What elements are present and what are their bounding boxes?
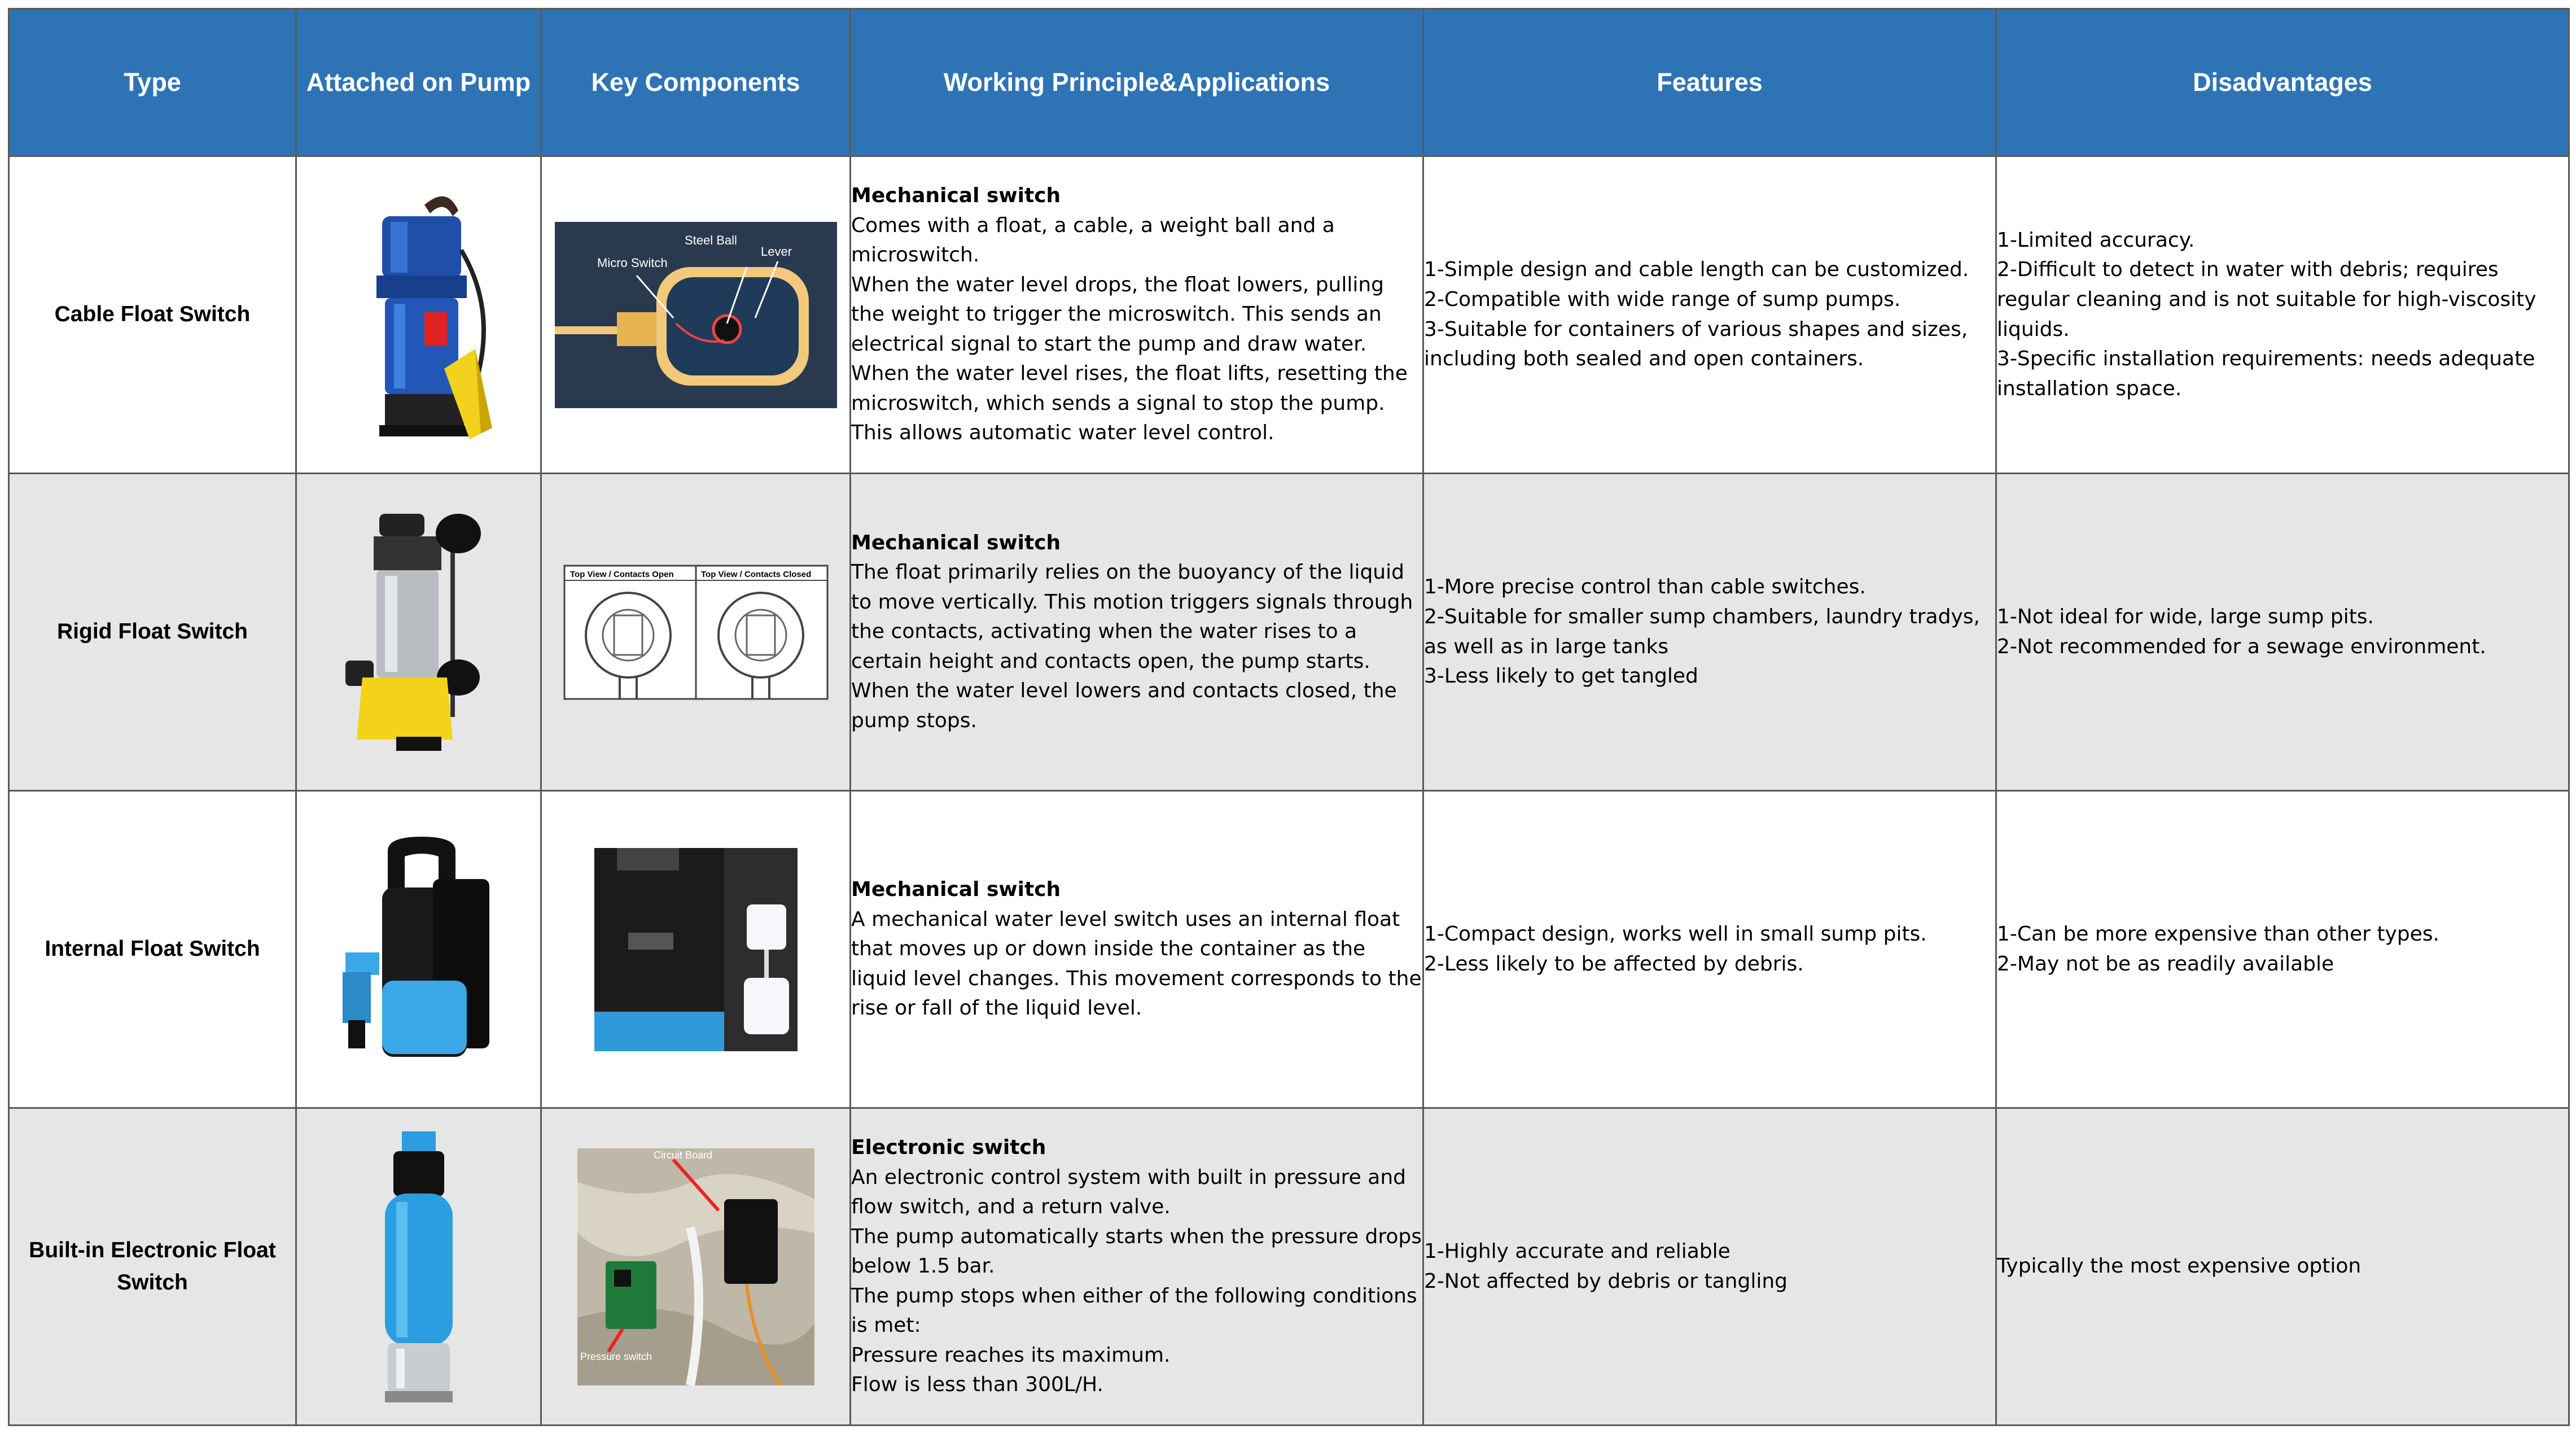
row-type-label: Built-in Electronic Float Switch bbox=[9, 1108, 296, 1426]
principle-line: When the water level drops, the float lowers, pulling the weight to trigger the microswitch. This sends an electrical signal to start the pump and draw water. When the water level rises, the float lifts, resetting the microswitch, which sends a signal to stop the pump. This allows automatic water level control. bbox=[851, 273, 1408, 445]
principle-cell bbox=[851, 1108, 1423, 1426]
disadvantage-item: 2-Difficult to detect in water with debris; requires regular cleaning and is not suitable for high-viscosity liquids. bbox=[1997, 258, 2536, 341]
disadvantage-item: 2-May not be as readily available bbox=[1997, 952, 2334, 976]
cable-float-pump-image bbox=[340, 182, 498, 448]
feature-item: 1-Highly accurate and reliable bbox=[1424, 1239, 1731, 1263]
feature-item: 2-Suitable for smaller sump chambers, laundry tradys, as well as in large tanks bbox=[1424, 605, 1980, 658]
key-component-image-cell bbox=[541, 474, 851, 791]
features-cell bbox=[1423, 474, 1996, 791]
principle-line: An electronic control system with built in pressure and flow switch, and a return valve. bbox=[851, 1165, 1406, 1219]
feature-item: 1-Compact design, works well in small sump pits. bbox=[1424, 922, 1927, 946]
comparison-table bbox=[8, 8, 2570, 1426]
feature-item: 3-Suitable for containers of various shapes and sizes, including both sealed and open containers. bbox=[1424, 317, 1968, 371]
principle-line: Comes with a float, a cable, a weight ball and a microswitch. bbox=[851, 213, 1335, 267]
principle-line: The float primarily relies on the buoyancy of the liquid to move vertically. This motion triggers signals through the contacts, activating when the water rises to a certain height and contacts open, the pump starts. When the water level lowers and contacts closed, the pump stops. bbox=[851, 561, 1413, 732]
disadvantage-item: 1-Not ideal for wide, large sump pits. bbox=[1997, 605, 2374, 628]
component-label: Top View / Contacts Open bbox=[569, 569, 674, 579]
principle-title: Electronic switch bbox=[851, 1136, 1046, 1160]
disadvantage-item: 2-Not recommended for a sewage environment. bbox=[1997, 635, 2486, 658]
principle-title: Mechanical switch bbox=[851, 184, 1061, 208]
principle-line: Flow is less than 300L/H. bbox=[851, 1373, 1103, 1397]
key-component-image-cell bbox=[541, 791, 851, 1108]
cable-float-cutaway-image bbox=[555, 222, 837, 408]
header-row bbox=[9, 9, 2569, 156]
features-cell bbox=[1423, 791, 1996, 1108]
header-key-components: Key Components bbox=[541, 9, 851, 156]
component-label: Lever bbox=[760, 244, 792, 259]
internal-float-pump-image bbox=[337, 834, 501, 1065]
features-cell bbox=[1423, 156, 1996, 474]
principle-line: A mechanical water level switch uses an internal float that moves up or down inside the container as the liquid level changes. This movement corresponds to the rise or fall of the liquid level. bbox=[851, 907, 1422, 1020]
header-attached-on-pump: Attached on Pump bbox=[296, 9, 541, 156]
feature-item: 3-Less likely to get tangled bbox=[1424, 664, 1698, 688]
circuit-board-image bbox=[577, 1148, 814, 1385]
table-row bbox=[9, 1108, 2569, 1426]
header-type: Type bbox=[9, 9, 296, 156]
component-label: Circuit Board bbox=[653, 1149, 712, 1161]
disadvantages-cell bbox=[1996, 156, 2569, 474]
header-working-principle: Working Principle&Applications bbox=[851, 9, 1423, 156]
disadvantage-item: Typically the most expensive option bbox=[1997, 1254, 2362, 1278]
disadvantages-cell bbox=[1996, 474, 2569, 791]
contacts-diagram-image bbox=[563, 565, 829, 700]
feature-item: 1-More precise control than cable switches. bbox=[1424, 575, 1866, 599]
electronic-float-pump-image bbox=[362, 1129, 475, 1405]
pump-image-cell bbox=[296, 791, 541, 1108]
principle-line: The pump automatically starts when the pressure drops below 1.5 bar. bbox=[851, 1225, 1422, 1278]
table-row bbox=[9, 474, 2569, 791]
principle-title: Mechanical switch bbox=[851, 878, 1061, 902]
principle-cell bbox=[851, 156, 1423, 474]
row-type-label: Cable Float Switch bbox=[9, 156, 296, 474]
key-component-image-cell bbox=[541, 156, 851, 474]
feature-item: 1-Simple design and cable length can be customized. bbox=[1424, 258, 1969, 282]
feature-item: 2-Less likely to be affected by debris. bbox=[1424, 952, 1804, 976]
disadvantage-item: 1-Can be more expensive than other types. bbox=[1997, 922, 2440, 946]
header-features: Features bbox=[1423, 9, 1996, 156]
disadvantages-cell bbox=[1996, 1108, 2569, 1426]
component-label: Top View / Contacts Closed bbox=[700, 569, 811, 579]
principle-title: Mechanical switch bbox=[851, 531, 1061, 554]
principle-line: The pump stops when either of the following conditions is met: bbox=[851, 1284, 1417, 1337]
table-row bbox=[9, 156, 2569, 474]
disadvantage-item: 1-Limited accuracy. bbox=[1997, 228, 2195, 252]
features-cell bbox=[1423, 1108, 1996, 1426]
rigid-float-pump-image bbox=[340, 508, 498, 757]
row-type-label: Rigid Float Switch bbox=[9, 474, 296, 791]
component-label: Micro Switch bbox=[597, 255, 668, 270]
feature-item: 2-Compatible with wide range of sump pumps. bbox=[1424, 287, 1901, 311]
component-label: Pressure switch bbox=[580, 1350, 652, 1362]
table-row bbox=[9, 791, 2569, 1108]
row-type-label: Internal Float Switch bbox=[9, 791, 296, 1108]
component-label: Steel Ball bbox=[684, 233, 737, 247]
pump-image-cell bbox=[296, 474, 541, 791]
principle-cell bbox=[851, 791, 1423, 1108]
disadvantage-item: 3-Specific installation requirements: needs adequate installation space. bbox=[1997, 347, 2535, 400]
principle-cell bbox=[851, 474, 1423, 791]
disadvantages-cell bbox=[1996, 791, 2569, 1108]
pump-image-cell bbox=[296, 156, 541, 474]
internal-float-component-image bbox=[594, 848, 798, 1051]
pump-image-cell bbox=[296, 1108, 541, 1426]
key-component-image-cell bbox=[541, 1108, 851, 1426]
principle-line: Pressure reaches its maximum. bbox=[851, 1343, 1171, 1367]
header-disadvantages: Disadvantages bbox=[1996, 9, 2569, 156]
feature-item: 2-Not affected by debris or tangling bbox=[1424, 1269, 1788, 1293]
